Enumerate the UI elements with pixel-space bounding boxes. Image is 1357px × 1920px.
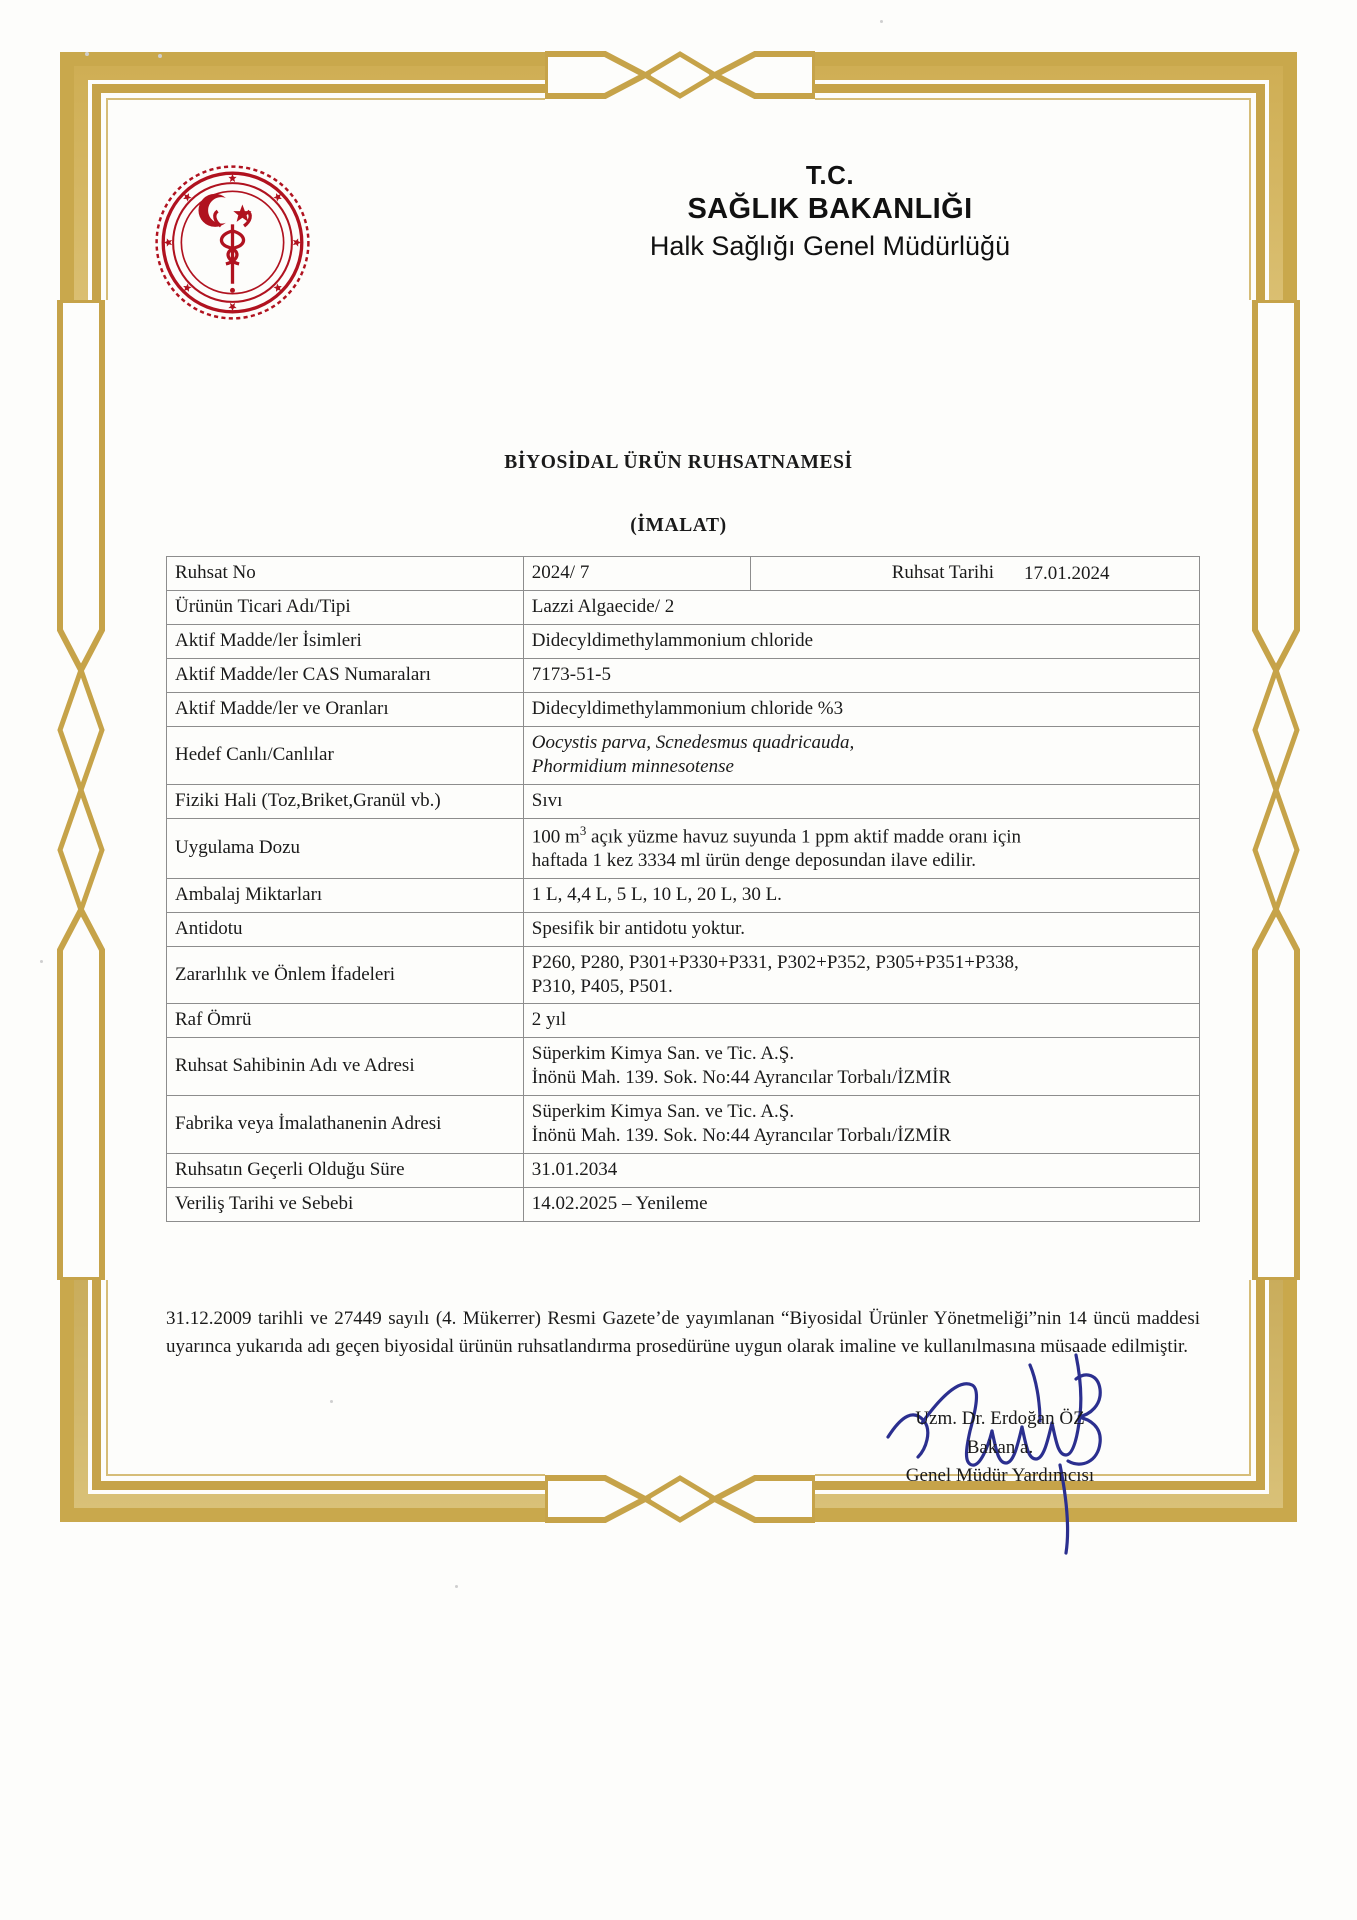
value-antidote: Spesifik bir antidotu yoktur. (523, 912, 1199, 946)
table-row (167, 624, 1200, 658)
label-active-substance-ratios: Aktif Madde/ler ve Oranları (167, 692, 524, 726)
scan-speck (158, 54, 162, 58)
document-title: BİYOSİDAL ÜRÜN RUHSATNAMESİ (504, 452, 853, 473)
label-active-substance-names: Aktif Madde/ler İsimleri (167, 624, 524, 658)
value-licence-holder (523, 1038, 1199, 1096)
hazard-line-2: P310, P405, P501. (531, 975, 673, 997)
label-target-organisms: Hedef Canlı/Canlılar (167, 726, 524, 784)
value-package-sizes: 1 L, 4,4 L, 5 L, 10 L, 20 L, 30 L. (523, 878, 1199, 912)
certificate-table (166, 556, 1200, 1222)
label-licence-date: Ruhsat Tarihi (750, 557, 1002, 590)
scan-speck (880, 20, 883, 23)
document-header (150, 150, 1210, 315)
value-target-organisms (523, 726, 1199, 784)
label-physical-state: Fiziki Hali (Toz,Briket,Granül vb.) (167, 784, 524, 818)
turkey-health-ministry-emblem-icon (150, 160, 315, 325)
table-row-licence-no (167, 557, 1200, 591)
label-product-name: Ürünün Ticari Adı/Tipi (167, 590, 524, 624)
table-row (167, 1038, 1200, 1096)
application-dose-line-1 (532, 823, 1191, 849)
label-validity-period: Ruhsatın Geçerli Olduğu Süre (167, 1154, 524, 1188)
table-row (167, 1096, 1200, 1154)
value-issue-date-reason: 14.02.2025 – Yenileme (523, 1188, 1199, 1222)
target-organisms-line-1: Oocystis parva, Scnedesmus quadricauda, (531, 731, 855, 753)
signatory-name: Uzm. Dr. Erdoğan ÖZ (915, 1408, 1085, 1429)
dose-suffix: açık yüzme havuz suyunda 1 ppm aktif madde oranı için (586, 825, 1022, 847)
dose-exponent: 3 (579, 822, 587, 838)
table-row (167, 1154, 1200, 1188)
signatory-role-1: Bakan a. (966, 1436, 1034, 1458)
table-row (167, 692, 1200, 726)
value-licence-date: 17.01.2024 (1024, 562, 1110, 584)
label-licence-holder: Ruhsat Sahibinin Adı ve Adresi (167, 1038, 524, 1096)
document-subtitle: (İMALAT) (630, 515, 727, 536)
target-organisms-line-2: Phormidium minnesotense (531, 755, 734, 777)
value-licence-no: 2024/ 7 (531, 562, 590, 583)
ministry-title-block (510, 160, 1150, 262)
label-licence-no: Ruhsat No (167, 557, 524, 591)
value-hazard-statements (523, 946, 1199, 1004)
hazard-line-1: P260, P280, P301+P330+P331, P302+P352, P305+P351+P338, (531, 951, 1019, 973)
label-hazard-statements: Zararlılık ve Önlem İfadeleri (167, 946, 524, 1004)
table-row (167, 590, 1200, 624)
label-package-sizes: Ambalaj Miktarları (167, 878, 524, 912)
label-factory-address: Fabrika veya İmalathanenin Adresi (167, 1096, 524, 1154)
value-active-substance-names: Didecyldimethylammonium chloride (523, 624, 1199, 658)
licence-no-composite-cell (523, 557, 1199, 591)
factory-address-line-2: İnönü Mah. 139. Sok. No:44 Ayrancılar Torbalı/İZMİR (531, 1125, 952, 1147)
table-row (167, 1188, 1200, 1222)
table-row (167, 878, 1200, 912)
scan-speck (85, 52, 89, 56)
scan-speck (40, 960, 43, 963)
border-ornament-top (545, 46, 815, 104)
table-row (167, 946, 1200, 1004)
table-row (167, 726, 1200, 784)
closing-paragraph: 31.12.2009 tarihli ve 27449 sayılı (4. Mükerrer) Resmi Gazete’de yayımlanan “Biyosidal Ürünler Yönetmeliği”nin 14 üncü maddesi uyarınca yukarıda adı geçen biyosidal ürünün ruhsatlandırma prosedürüne uygun olarak imaline ve kullanılmasına müsaade edilmiştir. (166, 1308, 1200, 1358)
table-row (167, 658, 1200, 692)
directorate-name: Halk Sağlığı Genel Müdürlüğü (649, 231, 1011, 261)
licence-holder-line-1: Süperkim Kimya San. ve Tic. A.Ş. (531, 1043, 795, 1065)
label-application-dose: Uygulama Dozu (167, 818, 524, 878)
scan-speck (455, 1585, 458, 1588)
value-active-substance-ratios: Didecyldimethylammonium chloride %3 (523, 692, 1199, 726)
label-issue-date-reason: Veriliş Tarihi ve Sebebi (167, 1188, 524, 1222)
value-validity-period: 31.01.2034 (523, 1154, 1199, 1188)
signature-block (830, 1405, 1170, 1491)
value-product-name: Lazzi Algaecide/ 2 (523, 590, 1199, 624)
ministry-name: SAĞLIK BAKANLIĞI (687, 193, 973, 225)
label-shelf-life: Raf Ömrü (167, 1004, 524, 1038)
border-ornament-left (52, 300, 110, 1280)
value-application-dose (523, 818, 1199, 878)
signatory-role-2: Genel Müdür Yardımcısı (905, 1465, 1095, 1486)
state-label: T.C. (805, 160, 855, 190)
label-antidote: Antidotu (167, 912, 524, 946)
table-row (167, 1004, 1200, 1038)
border-ornament-right (1247, 300, 1305, 1280)
scan-speck (330, 1400, 333, 1403)
table-row (167, 818, 1200, 878)
factory-address-line-1: Süperkim Kimya San. ve Tic. A.Ş. (531, 1101, 795, 1123)
value-physical-state: Sıvı (523, 784, 1199, 818)
application-dose-line-2: haftada 1 kez 3334 ml ürün denge deposundan ilave edilir. (531, 849, 977, 871)
table-row (167, 784, 1200, 818)
licence-holder-line-2: İnönü Mah. 139. Sok. No:44 Ayrancılar Torbalı/İZMİR (531, 1067, 952, 1089)
value-shelf-life: 2 yıl (523, 1004, 1199, 1038)
dose-prefix: 100 m (531, 825, 580, 847)
table-row (167, 912, 1200, 946)
value-cas-numbers: 7173-51-5 (523, 658, 1199, 692)
value-factory-address (523, 1096, 1199, 1154)
border-ornament-bottom (545, 1470, 815, 1528)
label-cas-numbers: Aktif Madde/ler CAS Numaraları (167, 658, 524, 692)
